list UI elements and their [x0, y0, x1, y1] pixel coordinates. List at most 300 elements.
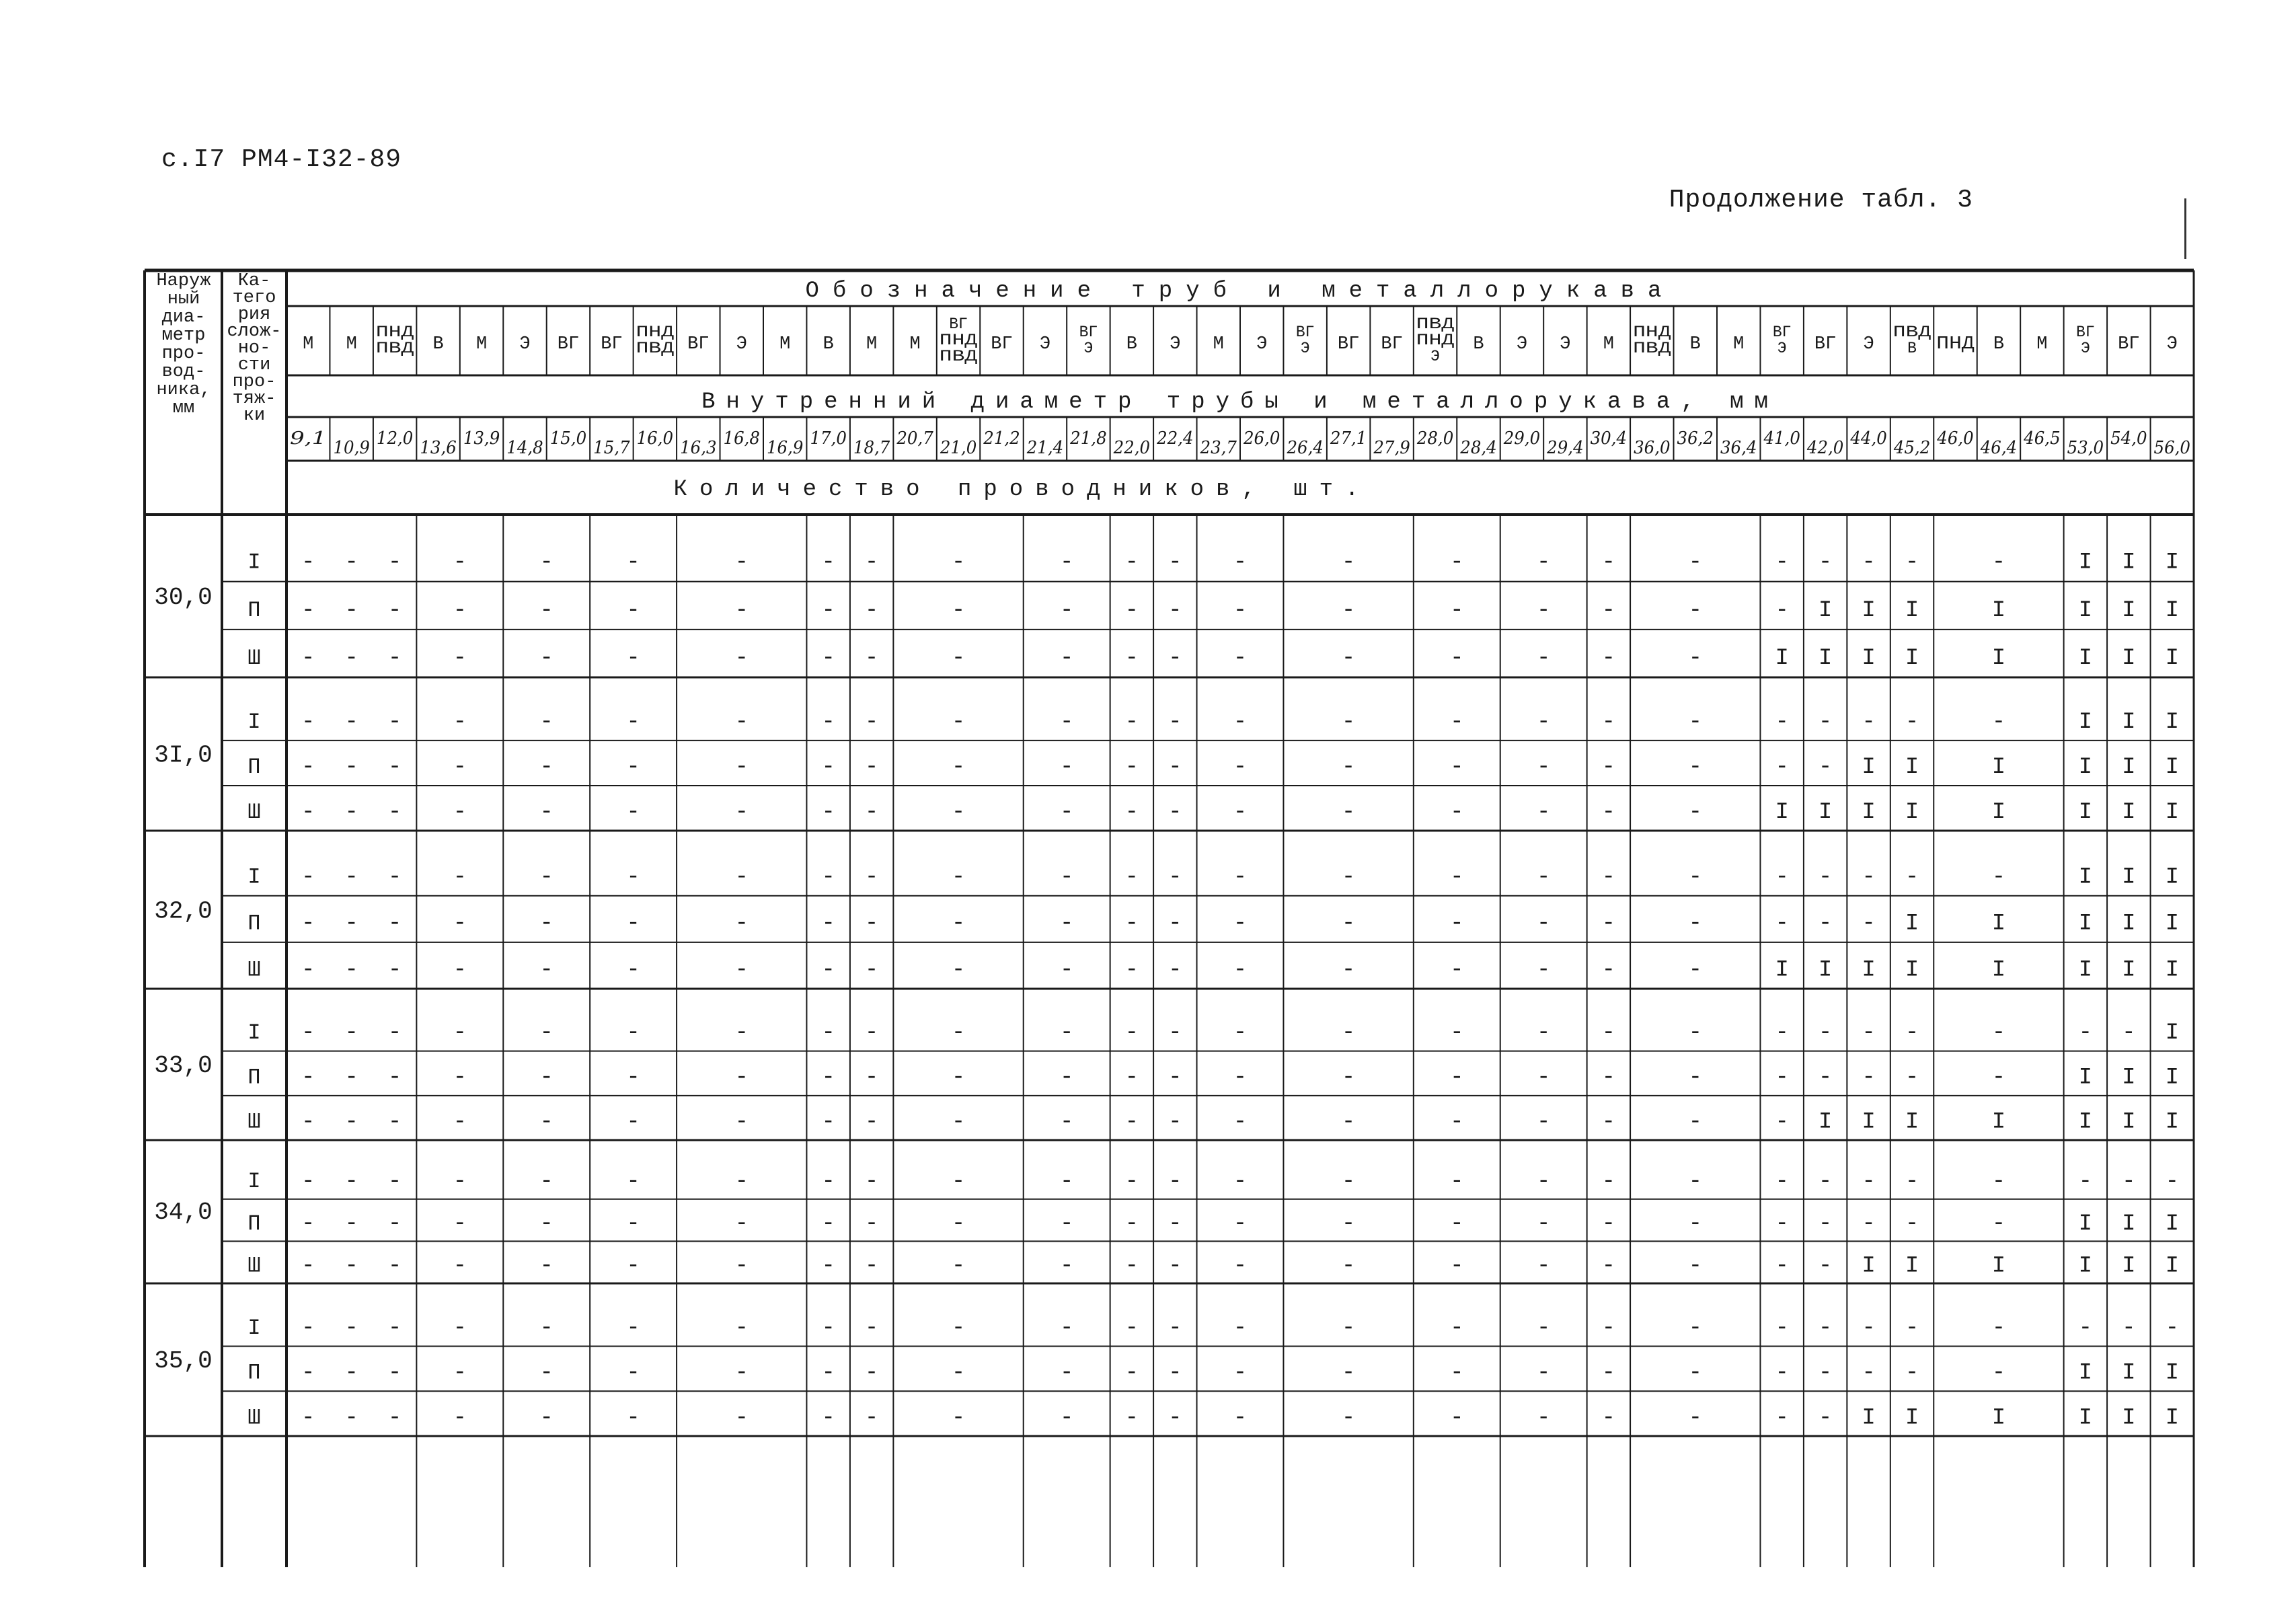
cell-value: -: [1775, 1065, 1789, 1091]
cell-value: -: [1450, 1065, 1464, 1091]
cell-value: -: [1775, 1020, 1789, 1047]
cell-value: I: [1905, 597, 1919, 624]
cell-value: -: [301, 1169, 315, 1195]
type-label: М: [303, 334, 314, 354]
cell-value: -: [1233, 800, 1248, 826]
cell-value: -: [864, 1020, 879, 1047]
cell-value: I: [1862, 957, 1876, 983]
cell-value: -: [1775, 864, 1789, 891]
cell-value: -: [626, 597, 640, 624]
cell-value: -: [387, 1020, 402, 1047]
cell-value: I: [2122, 550, 2136, 576]
diameter-value: 22,0: [1112, 438, 1151, 458]
cell-value: -: [1168, 1065, 1182, 1091]
cell-value: -: [2122, 1169, 2136, 1195]
page-reference: с.I7 РМ4-I32-89: [161, 145, 402, 174]
cell-value: -: [1450, 1405, 1464, 1431]
cell-value: -: [1233, 1169, 1248, 1195]
diameter-value: 16,9: [767, 438, 804, 458]
cell-value: -: [301, 957, 315, 983]
cell-value: -: [1059, 646, 1074, 672]
cell-value: -: [1059, 911, 1074, 937]
cell-value: I: [1905, 1109, 1919, 1135]
type-label: ПВД: [1892, 324, 1931, 341]
cell-value: -: [1233, 646, 1248, 672]
cell-value: -: [1168, 1211, 1182, 1237]
cell-value: -: [539, 1065, 553, 1091]
cell-value: I: [1905, 957, 1919, 983]
cell-value: I: [2165, 1211, 2179, 1237]
cell-value: -: [734, 1315, 749, 1341]
header-outer-diameter: ный: [167, 289, 200, 309]
cell-value: -: [1450, 597, 1464, 624]
cell-value: I: [2122, 597, 2136, 624]
cell-value: -: [2078, 1169, 2093, 1195]
cell-value: -: [1688, 1315, 1702, 1341]
type-label: Э: [1430, 348, 1440, 365]
cell-value: -: [1991, 710, 2006, 736]
category-value: Ш: [247, 646, 261, 671]
cell-value: -: [539, 646, 553, 672]
cell-value: -: [344, 646, 358, 672]
cell-value: -: [951, 1109, 966, 1135]
cell-value: -: [626, 1360, 640, 1386]
cell-value: -: [301, 1211, 315, 1237]
cell-value: I: [2122, 1109, 2136, 1135]
cell-value: -: [1168, 755, 1182, 781]
cell-value: -: [1775, 1253, 1789, 1279]
type-label: В: [1126, 334, 1137, 354]
diameter-value: 46,0: [1936, 428, 1974, 449]
cell-value: I: [2078, 1253, 2093, 1279]
type-label: ПНД: [1416, 332, 1455, 349]
cell-value: I: [1862, 646, 1876, 672]
cell-value: -: [539, 1253, 553, 1279]
cell-value: -: [1601, 1315, 1616, 1341]
type-label: М: [866, 334, 878, 354]
cell-value: -: [1059, 1360, 1074, 1386]
cell-value: -: [626, 1253, 640, 1279]
cell-value: -: [1124, 755, 1139, 781]
cell-value: I: [1775, 957, 1789, 983]
type-label: ВГ: [557, 334, 580, 354]
cell-value: -: [1862, 1169, 1876, 1195]
type-label: Э: [1863, 334, 1874, 354]
type-label: В: [1473, 334, 1484, 354]
cell-value: -: [1233, 911, 1248, 937]
cell-value: -: [344, 550, 358, 576]
cell-value: -: [1991, 1315, 2006, 1341]
cell-value: -: [1536, 957, 1551, 983]
cell-value: -: [1341, 755, 1356, 781]
cell-value: -: [1341, 710, 1356, 736]
cell-value: -: [1862, 911, 1876, 937]
category-value: П: [247, 1360, 261, 1386]
cell-value: -: [951, 1315, 966, 1341]
cell-value: -: [626, 800, 640, 826]
cell-value: -: [1124, 957, 1139, 983]
type-label: ПНД: [1936, 334, 1975, 354]
cell-value: -: [864, 550, 879, 576]
type-label: ВГ: [1079, 324, 1098, 341]
cell-value: -: [821, 1020, 835, 1047]
cell-value: -: [1818, 550, 1833, 576]
cell-value: -: [1124, 911, 1139, 937]
category-value: П: [247, 1065, 261, 1090]
cell-value: -: [1168, 957, 1182, 983]
cell-value: -: [1536, 597, 1551, 624]
category-value: I: [247, 550, 261, 575]
cell-value: -: [1059, 1109, 1074, 1135]
diameter-value: 15,0: [549, 428, 587, 449]
category-value: I: [247, 864, 261, 890]
category-value: Ш: [247, 957, 261, 983]
cell-value: -: [1775, 597, 1789, 624]
cell-value: -: [1450, 646, 1464, 672]
cell-value: I: [1905, 1405, 1919, 1431]
cell-value: -: [951, 597, 966, 624]
cell-value: -: [1124, 646, 1139, 672]
cell-value: -: [301, 911, 315, 937]
type-label: ПВД: [1633, 340, 1671, 357]
cell-value: -: [821, 646, 835, 672]
cell-value: -: [864, 957, 879, 983]
cell-value: I: [2078, 1360, 2093, 1386]
cell-value: -: [539, 710, 553, 736]
cell-value: -: [1601, 646, 1616, 672]
cell-value: -: [864, 710, 879, 736]
cell-value: -: [2165, 1169, 2179, 1195]
cell-value: -: [453, 1360, 467, 1386]
diameter-value: 16,8: [723, 428, 760, 449]
cell-value: I: [2165, 800, 2179, 826]
cell-value: -: [1233, 864, 1248, 891]
type-label: М: [1733, 334, 1745, 354]
cell-value: -: [539, 800, 553, 826]
cell-value: -: [1536, 864, 1551, 891]
cell-value: -: [1450, 710, 1464, 736]
cell-value: -: [734, 710, 749, 736]
header-outer-diameter: диа-: [161, 307, 206, 328]
cell-value: -: [1124, 1211, 1139, 1237]
diameter-value: 26,0: [1243, 428, 1280, 449]
cell-value: -: [539, 957, 553, 983]
cell-value: -: [344, 597, 358, 624]
diameter-value: 21,2: [983, 428, 1020, 449]
diameter-value: 41,0: [1763, 428, 1800, 449]
cell-value: -: [453, 1065, 467, 1091]
cell-value: -: [951, 800, 966, 826]
cell-value: I: [2078, 911, 2093, 937]
cell-value: -: [1688, 646, 1702, 672]
cell-value: -: [1124, 1065, 1139, 1091]
cell-value: -: [951, 1065, 966, 1091]
cell-value: -: [1168, 864, 1182, 891]
cell-value: -: [626, 710, 640, 736]
cell-value: -: [734, 755, 749, 781]
cell-value: -: [1059, 1211, 1074, 1237]
cell-value: -: [1341, 1360, 1356, 1386]
cell-value: I: [2122, 710, 2136, 736]
cell-value: -: [626, 1315, 640, 1341]
cell-value: -: [1124, 1315, 1139, 1341]
cell-value: -: [344, 911, 358, 937]
cell-value: -: [1341, 1109, 1356, 1135]
cell-value: -: [1536, 1211, 1551, 1237]
diameter-value: 10,9: [333, 438, 370, 458]
cell-value: -: [1124, 1405, 1139, 1431]
cell-value: I: [1775, 800, 1789, 826]
cell-value: -: [387, 911, 402, 937]
cell-value: I: [2078, 755, 2093, 781]
cell-value: -: [1450, 1169, 1464, 1195]
cell-value: -: [1775, 1315, 1789, 1341]
cell-value: -: [1233, 957, 1248, 983]
cell-value: -: [453, 710, 467, 736]
header-outer-diameter: мм: [172, 398, 195, 418]
cell-value: I: [2165, 1360, 2179, 1386]
cell-value: I: [2122, 800, 2136, 826]
cell-value: -: [344, 1211, 358, 1237]
cell-value: -: [1905, 550, 1919, 576]
cell-value: -: [1341, 1405, 1356, 1431]
cell-value: -: [1450, 755, 1464, 781]
cell-value: -: [1688, 1169, 1702, 1195]
cell-value: I: [1991, 1109, 2006, 1135]
cell-value: I: [2165, 1065, 2179, 1091]
header-category: Ка-: [237, 271, 271, 291]
cell-value: I: [2122, 1405, 2136, 1431]
cell-value: -: [301, 864, 315, 891]
cell-value: -: [344, 710, 358, 736]
cell-value: -: [1688, 1405, 1702, 1431]
cell-value: I: [2078, 597, 2093, 624]
cell-value: -: [1536, 1020, 1551, 1047]
cell-value: -: [1688, 800, 1702, 826]
cell-value: -: [344, 1109, 358, 1135]
cell-value: -: [1059, 1253, 1074, 1279]
cell-value: -: [626, 911, 640, 937]
cell-value: -: [1536, 1315, 1551, 1341]
outer-diameter-value: 33,0: [154, 1051, 213, 1080]
category-value: П: [247, 597, 261, 623]
cell-value: -: [1341, 1065, 1356, 1091]
cell-value: I: [2165, 1405, 2179, 1431]
cell-value: I: [2165, 550, 2179, 576]
cell-value: -: [1601, 864, 1616, 891]
cell-value: -: [951, 646, 966, 672]
cell-value: I: [1991, 755, 2006, 781]
cell-value: -: [821, 1109, 835, 1135]
cell-value: -: [1341, 1253, 1356, 1279]
cell-value: -: [734, 957, 749, 983]
cell-value: -: [1341, 550, 1356, 576]
cell-value: -: [453, 646, 467, 672]
category-value: Ш: [247, 1405, 261, 1431]
cell-value: -: [1233, 1253, 1248, 1279]
cell-value: -: [1688, 597, 1702, 624]
cell-value: -: [1601, 597, 1616, 624]
cell-value: -: [951, 864, 966, 891]
cell-value: -: [951, 1211, 966, 1237]
cell-value: -: [387, 550, 402, 576]
cell-value: -: [821, 1169, 835, 1195]
cell-value: -: [2122, 1315, 2136, 1341]
cell-value: -: [734, 1109, 749, 1135]
cell-value: -: [1601, 911, 1616, 937]
cell-value: -: [1536, 1253, 1551, 1279]
cell-value: -: [387, 646, 402, 672]
cell-value: I: [2078, 550, 2093, 576]
cell-value: I: [2078, 1405, 2093, 1431]
cell-value: -: [301, 1360, 315, 1386]
cell-value: I: [2165, 957, 2179, 983]
cell-value: -: [2165, 1315, 2179, 1341]
cell-value: -: [1059, 755, 1074, 781]
type-label: Э: [1300, 340, 1310, 357]
cell-value: -: [301, 550, 315, 576]
cell-value: -: [387, 1109, 402, 1135]
cell-value: I: [2078, 646, 2093, 672]
type-label: Э: [1170, 334, 1181, 354]
cell-value: -: [1601, 957, 1616, 983]
cell-value: -: [301, 646, 315, 672]
cell-value: -: [301, 1315, 315, 1341]
cell-value: -: [1341, 1315, 1356, 1341]
category-value: П: [247, 911, 261, 936]
cell-value: -: [1905, 1020, 1919, 1047]
type-label: В: [1907, 340, 1917, 357]
category-value: I: [247, 710, 261, 735]
cell-value: I: [2165, 1020, 2179, 1047]
cell-value: -: [734, 1169, 749, 1195]
cell-value: -: [1450, 1211, 1464, 1237]
type-label: ПВД: [636, 340, 675, 357]
cell-value: -: [539, 911, 553, 937]
cell-value: -: [1601, 1253, 1616, 1279]
header-category: ки: [243, 406, 266, 426]
cell-value: -: [1341, 911, 1356, 937]
cell-value: -: [539, 755, 553, 781]
cell-value: -: [1124, 550, 1139, 576]
cell-value: -: [626, 1109, 640, 1135]
cell-value: I: [1775, 646, 1789, 672]
cell-value: -: [1233, 1360, 1248, 1386]
cell-value: I: [2078, 710, 2093, 736]
cell-value: I: [2078, 800, 2093, 826]
cell-value: -: [1168, 710, 1182, 736]
cell-value: -: [1233, 597, 1248, 624]
cell-value: -: [1450, 1020, 1464, 1047]
type-label: М: [779, 334, 791, 354]
cell-value: -: [1341, 646, 1356, 672]
cell-value: -: [1168, 911, 1182, 937]
cell-value: -: [951, 957, 966, 983]
type-label: ВГ: [2076, 324, 2095, 341]
cell-value: -: [1688, 864, 1702, 891]
type-label: ПВД: [939, 348, 978, 365]
category-value: Ш: [247, 1253, 261, 1279]
cell-value: I: [1991, 1253, 2006, 1279]
diameter-value: 21,0: [939, 438, 977, 458]
cell-value: -: [1450, 864, 1464, 891]
cell-value: -: [951, 1020, 966, 1047]
cell-value: -: [821, 1211, 835, 1237]
cell-value: -: [821, 864, 835, 891]
category-value: I: [247, 1169, 261, 1195]
cell-value: -: [453, 1315, 467, 1341]
cell-value: -: [1688, 550, 1702, 576]
cell-value: -: [864, 864, 879, 891]
cell-value: -: [1124, 597, 1139, 624]
cell-value: -: [344, 1169, 358, 1195]
header-outer-diameter: про-: [161, 344, 206, 364]
cell-value: -: [1450, 911, 1464, 937]
type-label: М: [475, 334, 488, 354]
cell-value: I: [1862, 1109, 1876, 1135]
cell-value: -: [626, 1020, 640, 1047]
diameter-value: 21,4: [1026, 438, 1064, 458]
type-label: М: [909, 334, 921, 354]
header-designation: Обозначение труб и металлорукава: [805, 278, 1675, 304]
cell-value: I: [1991, 1405, 2006, 1431]
diameter-value: 29,4: [1546, 438, 1584, 458]
cell-value: -: [1688, 1360, 1702, 1386]
cell-value: -: [864, 1405, 879, 1431]
diameter-value: 15,7: [593, 438, 631, 458]
cell-value: I: [1905, 911, 1919, 937]
type-label: ПНД: [636, 324, 675, 341]
diameter-value: 26,4: [1286, 438, 1324, 458]
cell-value: -: [1775, 1109, 1789, 1135]
diameter-value: 16,3: [680, 438, 717, 458]
cell-value: -: [1233, 1405, 1248, 1431]
cell-value: -: [1818, 755, 1833, 781]
cell-value: -: [301, 710, 315, 736]
cell-value: -: [821, 1253, 835, 1279]
cell-value: -: [864, 1109, 879, 1135]
header-category: сти: [237, 355, 271, 375]
cell-value: -: [1059, 1315, 1074, 1341]
cell-value: -: [1905, 1065, 1919, 1091]
cell-value: -: [539, 1405, 553, 1431]
diameter-value: 16,0: [636, 428, 674, 449]
cell-value: -: [1124, 1360, 1139, 1386]
cell-value: -: [1991, 1360, 2006, 1386]
type-label: М: [1603, 334, 1614, 354]
cell-value: -: [1536, 646, 1551, 672]
cell-value: -: [864, 1360, 879, 1386]
cell-value: -: [387, 755, 402, 781]
cell-value: I: [2165, 755, 2179, 781]
cell-value: -: [864, 911, 879, 937]
cell-value: -: [387, 710, 402, 736]
cell-value: -: [1536, 800, 1551, 826]
cell-value: -: [734, 646, 749, 672]
cell-value: -: [1818, 1020, 1833, 1047]
cell-value: -: [301, 755, 315, 781]
type-label: Э: [2166, 334, 2178, 354]
cell-value: -: [821, 1065, 835, 1091]
cell-value: -: [453, 1020, 467, 1047]
cell-value: -: [1341, 597, 1356, 624]
diameter-value: 46,5: [2023, 428, 2061, 449]
type-label: М: [346, 334, 357, 354]
table-caption: Продолжение табл. 3: [1669, 186, 1973, 215]
cell-value: -: [301, 1109, 315, 1135]
cell-value: -: [1601, 1020, 1616, 1047]
type-label: ВГ: [1381, 334, 1403, 354]
